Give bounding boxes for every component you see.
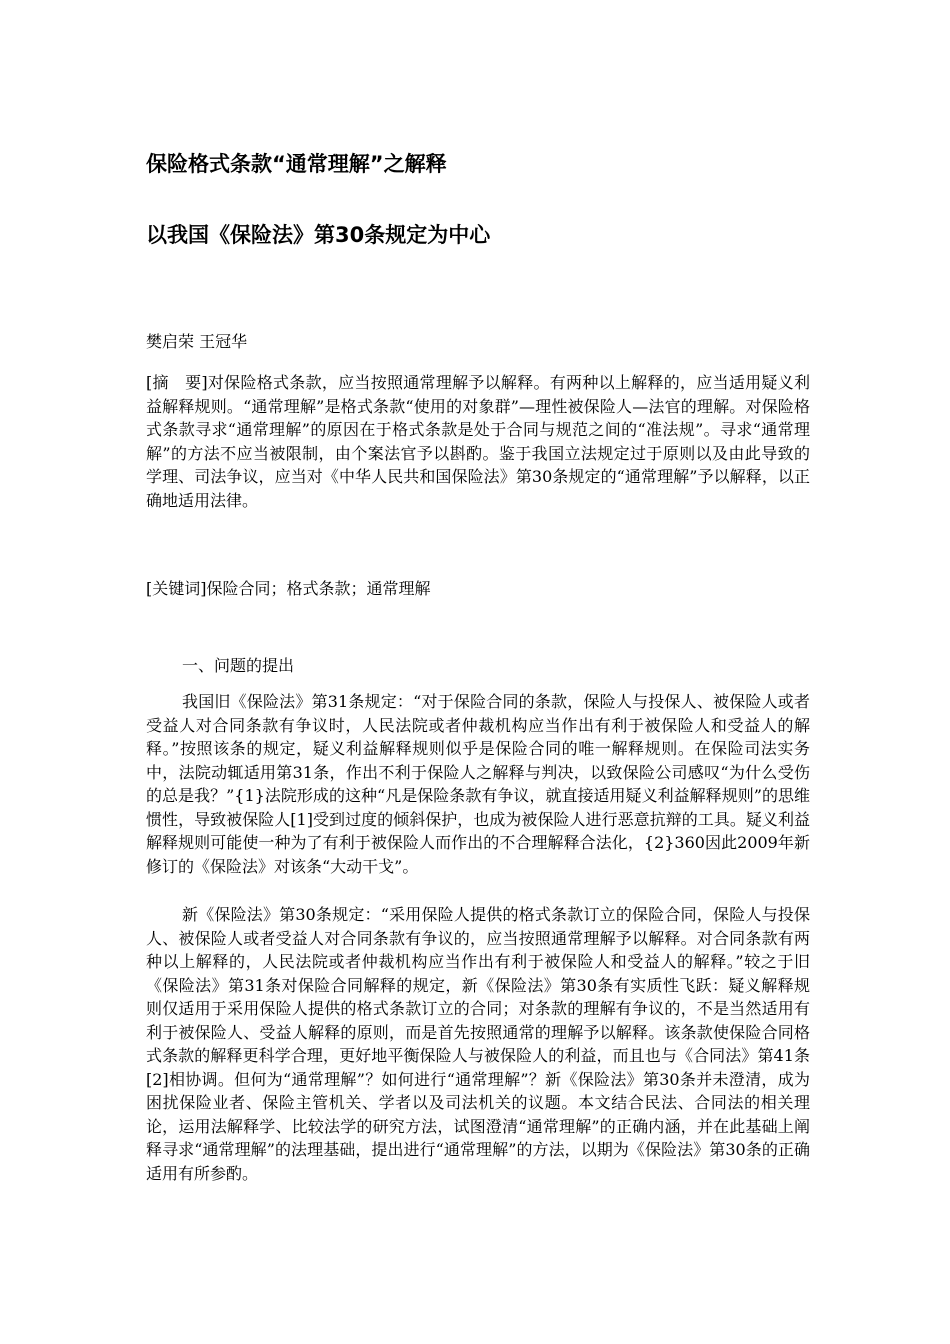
document-subtitle: 以我国《保险法》第30条规定为中心 [146,223,491,247]
body-paragraph: 我国旧《保险法》第31条规定：“对于保险合同的条款，保险人与投保人、被保险人或者受益人对合同条款有争议时，人民法院或者仲裁机构应当作出有利于被保险人和受益人的解释。”按照该条的规定，疑义利益解释规则似乎是保险合同的唯一解释规则。在保险司法实务中，法院动辄适用第31条，作出不利于保险人之解释与判决，以致保险公司感叹“为什么受伤的总是我？”{1}法院形成的这种“凡是保险条款有争议，就直接适用疑义利益解释规则”的思维惯性，导致被保险人[1]受到过度的倾斜保护，也成为被保险人进行恶意抗辩的工具。疑义利益解释规则可能使一种为了有利于被保险人而作出的不合理解释合法化，{2}360因此2009年新修订的《保险法》对该条“大动干戈”。 [146,692,810,876]
keywords: [关键词]保险合同；格式条款；通常理解 [146,579,431,598]
abstract: [摘 要]对保险格式条款，应当按照通常理解予以解释。有两种以上解释的，应当适用疑义利益解释规则。“通常理解”是格式条款“使用的对象群”—理性被保险人—法官的理解。对保险格式条款寻求“通常理解”的原因在于格式条款是处于合同与规范之间的“准法规”。寻求“通常理解”的方法不应当被限制，由个案法官予以斟酌。鉴于我国立法规定过于原则以及由此导致的学理、司法争议，应当对《中华人民共和国保险法》第30条规定的“通常理解”予以解释，以正确地适用法律。 [146,373,810,510]
body-paragraph: 新《保险法》第30条规定：“采用保险人提供的格式条款订立的保险合同，保险人与投保人、被保险人或者受益人对合同条款有争议的，应当按照通常理解予以解释。对合同条款有两种以上解释的，人民法院或者仲裁机构应当作出有利于被保险人和受益人的解释。”较之于旧《保险法》第31条对保险合同解释的规定，新《保险法》第30条有实质性飞跃：疑义解释规则仅适用于采用保险人提供的格式条款订立的合同；对条款的理解有争议的，不是当然适用有利于被保险人、受益人解释的原则，而是首先按照通常的理解予以解释。该条款使保险合同格式条款的解释更科学合理，更好地平衡保险人与被保险人的利益，而且也与《合同法》第41条[2]相协调。但何为“通常理解”？如何进行“通常理解”？新《保险法》第30条并未澄清，成为困扰保险业者、保险主管机关、学者以及司法机关的议题。本文结合民法、合同法的相关理论，运用法解释学、比较法学的研究方法，试图澄清“通常理解”的正确内涵，并在此基础上阐释寻求“通常理解”的法理基础，提出进行“通常理解”的方法，以期为《保险法》第30条的正确适用有所参酌。 [146,905,810,1183]
authors: 樊启荣 王冠华 [146,332,248,351]
document-title: 保险格式条款“通常理解”之解释 [146,152,447,176]
section-heading: 一、问题的提出 [182,656,295,675]
